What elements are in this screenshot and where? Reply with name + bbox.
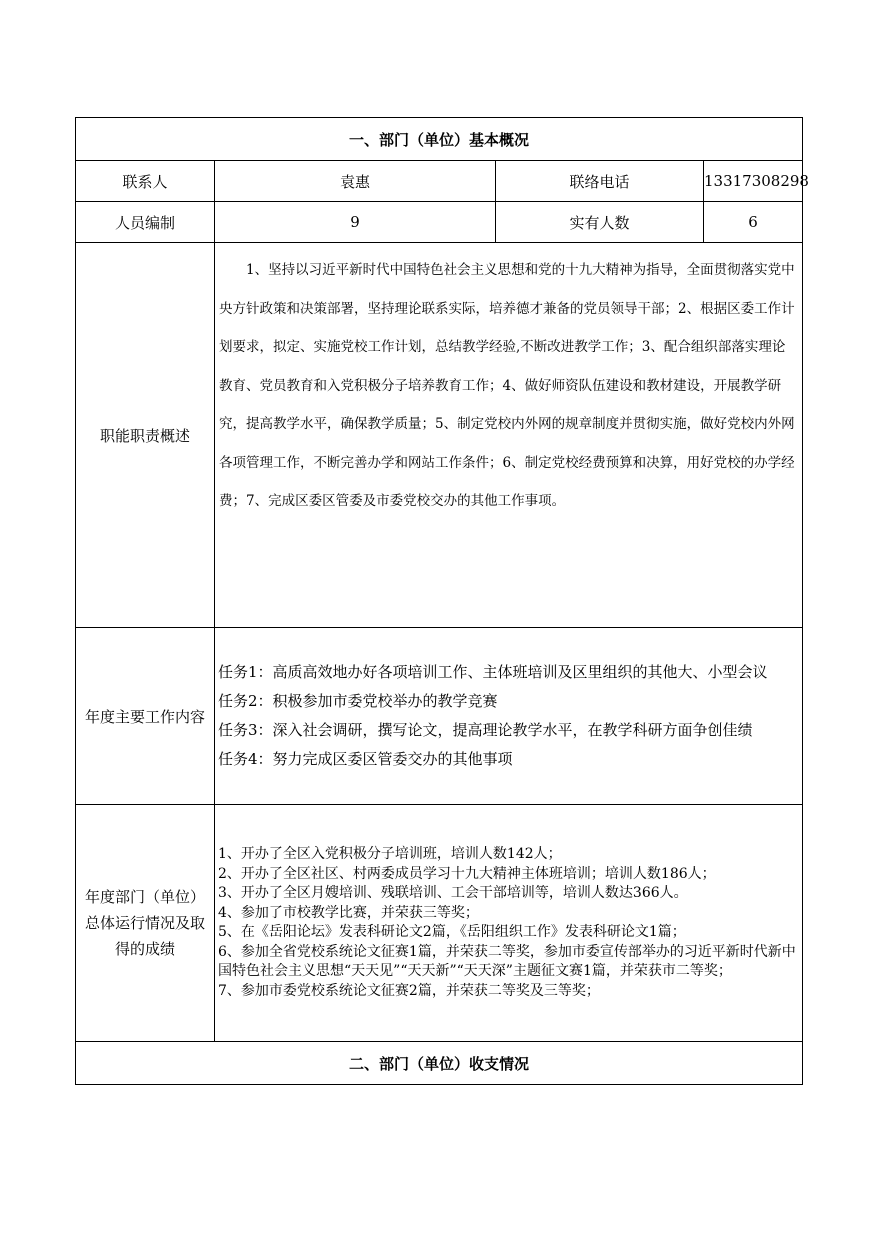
- result-item: 6、参加全省党校系统论文征赛1篇，并荣获二等奖，参加市委宣传部举办的习近平新时代新中国特色社会主义思想“天天见”“天天新”“天天深”主题征文赛1篇，并荣获市二等奖；: [218, 943, 796, 979]
- contact-label: 联系人: [76, 161, 215, 202]
- result-item: 3、开办了全区月嫂培训、残联培训、工会干部培训等，培训人数达366人。: [218, 885, 688, 901]
- section-title-income-expenditure: 二、部门（单位）收支情况: [76, 1042, 803, 1085]
- annual-tasks-label: 年度主要工作内容: [76, 628, 215, 805]
- duties-text: 1、坚持以习近平新时代中国特色社会主义思想和党的十九大精神为指导，全面贯彻落实党中央方针政策和决策部署，坚持理论联系实际，培养德才兼备的党员领导干部；2、根据区委工作计划要求，拟定、实施党校工作计划，总结教学经验,不断改进教学工作；3、配合组织部落实理论教育、党员教育和入党积极分子培养教育工作；4、做好师资队伍建设和教材建设，开展教学研究，提高教学水平，确保教学质量；5、制定党校内外网的规章制度并贯彻实施，做好党校内外网各项管理工作，不断完善办学和网站工作条件；6、制定党校经费预算和决算，用好党校的办学经费；7、完成区委区管委及市委党校交办的其他工作事项。: [219, 262, 795, 509]
- task-item: 任务4：努力完成区委区管委交办的其他事项: [218, 750, 513, 768]
- result-item: 4、参加了市校教学比赛，并荣获三等奖；: [218, 904, 479, 921]
- phone-label: 联络电话: [496, 161, 704, 202]
- results-cell: [215, 805, 803, 1042]
- phone-value: 13317308298: [704, 161, 803, 202]
- result-item: 2、开办了全区社区、村两委成员学习十九大精神主体班培训；培训人数186人；: [218, 865, 716, 882]
- section-title-basic-overview: 一、部门（单位）基本概况: [76, 118, 803, 161]
- task-item: 任务1：高质高效地办好各项培训工作、主体班培训及区里组织的其他大、小型会议: [218, 663, 768, 681]
- result-item: 5、在《岳阳论坛》发表科研论文2篇，《岳阳组织工作》发表科研论文1篇；: [218, 924, 686, 940]
- contact-value: 袁惠: [215, 161, 496, 202]
- result-item: 1、开办了全区入党积极分子培训班，培训人数142人；: [218, 846, 562, 862]
- task-item: 任务2：积极参加市委党校举办的教学竞赛: [218, 692, 498, 710]
- department-overview-table: [75, 117, 809, 1085]
- staff-quota-value: 9: [215, 202, 496, 243]
- duties-cell: [215, 243, 803, 628]
- actual-staff-value: 6: [704, 202, 803, 243]
- results-label: 年度部门（单位）总体运行情况及取得的成绩: [76, 805, 215, 1042]
- actual-staff-label: 实有人数: [496, 202, 704, 243]
- annual-tasks-cell: [215, 628, 803, 805]
- task-item: 任务3：深入社会调研，撰写论文，提高理论教学水平，在教学科研方面争创佳绩: [218, 721, 753, 739]
- duties-label: 职能职责概述: [76, 243, 215, 628]
- result-item: 7、参加市委党校系统论文征赛2篇，并荣获二等奖及三等奖；: [218, 982, 600, 999]
- staff-quota-label: 人员编制: [76, 202, 215, 243]
